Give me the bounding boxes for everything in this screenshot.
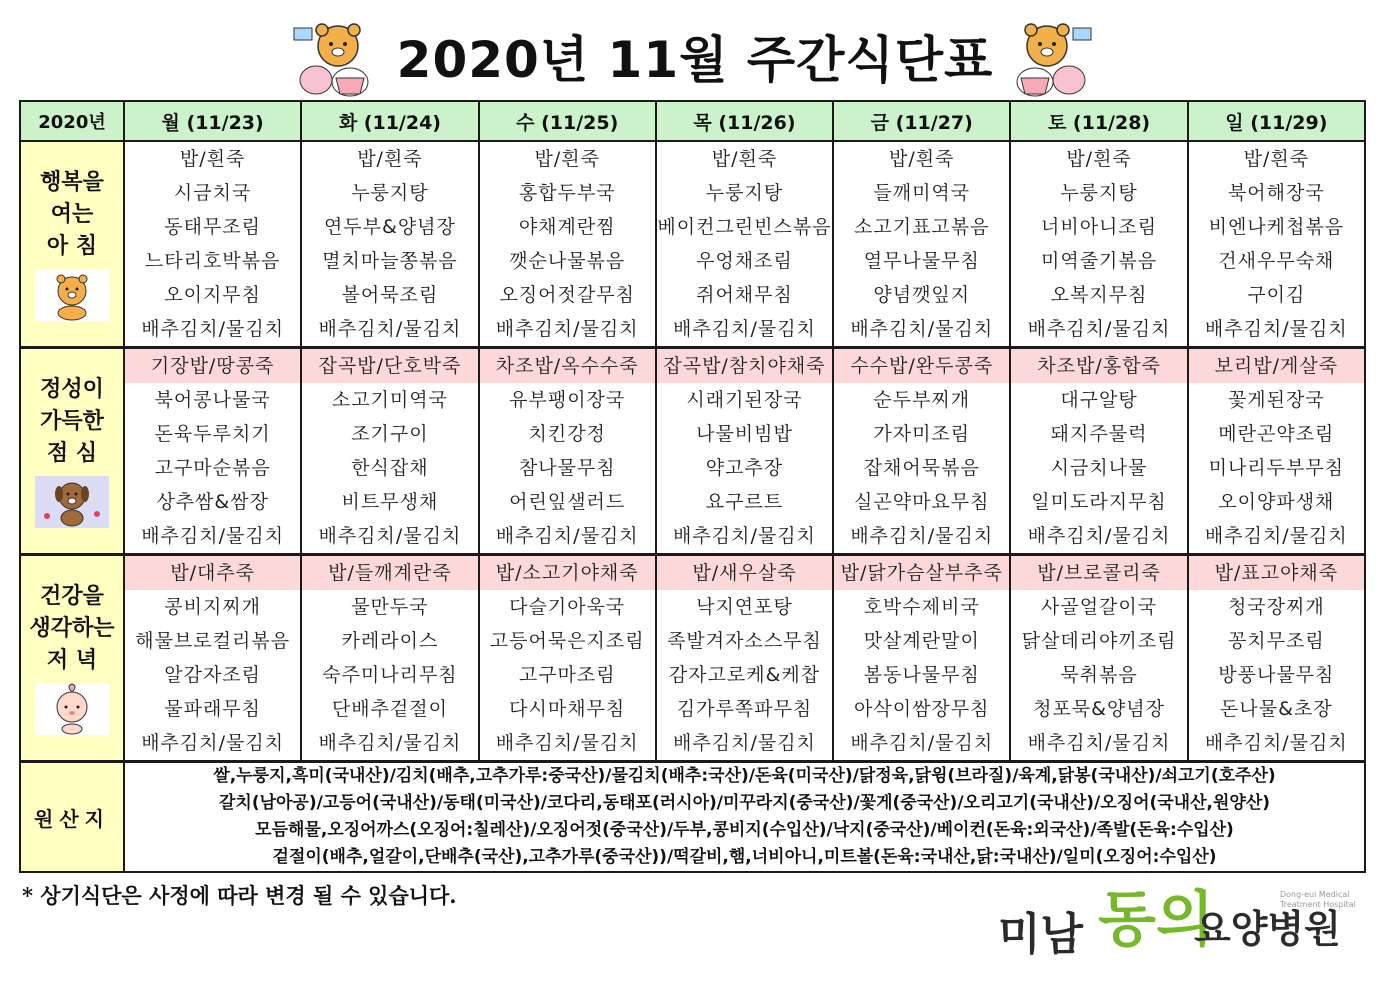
day-cell bbox=[1188, 555, 1365, 762]
menu-item: 돈나물&초장 bbox=[1220, 698, 1333, 720]
menu-item: 홍합두부국 bbox=[518, 182, 616, 204]
meal-label-line: 정성이 bbox=[40, 377, 104, 402]
day-cell bbox=[479, 141, 656, 348]
logo-english-line: Dong-eui Medical bbox=[1280, 890, 1350, 899]
menu-item: 아삭이쌈장무침 bbox=[854, 698, 990, 720]
menu-item: 건새우무숙채 bbox=[1218, 250, 1335, 272]
day-cell bbox=[1010, 141, 1187, 348]
bear-mascot-icon bbox=[286, 18, 382, 102]
origin-row bbox=[20, 762, 1365, 873]
menu-item: 야채계란찜 bbox=[518, 216, 616, 238]
meal-label-line: 아 침 bbox=[46, 234, 98, 259]
origin-line: 쌀,누룽지,흑미(국내산)/김치(배추,고추가루:중국산)/물김치(배추:국산)/돈육(미국산)/닭정육,닭윙(브라질)/육계,닭봉(국내산)/쇠고기(호주산) bbox=[213, 766, 1276, 786]
menu-item: 다슬기아욱국 bbox=[509, 596, 626, 618]
footnote: * 상기식단은 사정에 따라 변경 될 수 있습니다. bbox=[22, 883, 457, 908]
day-cell bbox=[124, 348, 301, 555]
menu-item: 북어콩나물국 bbox=[154, 389, 271, 411]
menu-item: 밥/흰죽 bbox=[711, 148, 778, 170]
menu-item: 밥/흰죽 bbox=[1243, 148, 1310, 170]
menu-item: 열무나물무침 bbox=[863, 250, 980, 272]
menu-item: 배추김치/물김치 bbox=[673, 318, 816, 340]
menu-item: 배추김치/물김치 bbox=[850, 318, 994, 340]
day-cell bbox=[1188, 141, 1365, 348]
menu-item: 밥/흰죽 bbox=[534, 148, 600, 170]
menu-item: 오이지무침 bbox=[164, 284, 262, 306]
menu-item: 배추김치/물김치 bbox=[495, 732, 639, 754]
menu-item: 베이컨그린빈스볶음 bbox=[657, 216, 832, 238]
menu-item: 오징어젓갈무침 bbox=[499, 284, 635, 306]
menu-item: 배추김치/물김치 bbox=[673, 732, 816, 754]
menu-item: 비트무생채 bbox=[341, 491, 439, 513]
meal-label-line: 저 녁 bbox=[46, 648, 98, 673]
menu-item: 배추김치/물김치 bbox=[495, 525, 639, 547]
menu-item: 너비아니조림 bbox=[1040, 216, 1158, 238]
menu-item: 감자고로케&케찹 bbox=[668, 664, 821, 686]
menu-item: 콩비지찌개 bbox=[164, 596, 262, 618]
origin-info bbox=[124, 762, 1365, 873]
menu-item-main: 잡곡밥/참치야채죽 bbox=[657, 349, 832, 383]
origin-line: 모듬해물,오징어까스(오징어:칠레산)/오징어젓(중국산)/두부,콩비지(수입산)/낙지(중국산)/베이컨(돈육:외국산)/족발(돈육:수입산) bbox=[255, 820, 1234, 840]
meal-label-line: 행복을 bbox=[40, 170, 104, 195]
menu-item: 배추김치/물김치 bbox=[850, 732, 994, 754]
menu-item: 청국장찌개 bbox=[1227, 596, 1325, 618]
meal-label-line: 건강을 bbox=[40, 584, 104, 609]
day-cell bbox=[301, 141, 478, 348]
day-cell bbox=[656, 141, 833, 348]
menu-item: 밥/흰죽 bbox=[1066, 148, 1132, 170]
origin-label: 원산지 bbox=[20, 762, 124, 873]
menu-item: 청포묵&양념장 bbox=[1033, 698, 1166, 720]
menu-item: 배추김치/물김치 bbox=[318, 732, 462, 754]
menu-item: 구이김 bbox=[1247, 284, 1306, 306]
menu-item: 돈육두루치기 bbox=[154, 423, 271, 445]
menu-item: 볼어묵조림 bbox=[341, 284, 439, 306]
menu-item: 소고기미역국 bbox=[331, 389, 448, 411]
menu-item: 요구르트 bbox=[705, 491, 784, 513]
menu-item: 미나리두부무침 bbox=[1208, 457, 1345, 479]
title-area bbox=[0, 14, 1394, 100]
day-header: 일 (11/29) bbox=[1188, 101, 1365, 141]
menu-item: 깻순나물볶음 bbox=[509, 250, 626, 272]
menu-item: 고구마조림 bbox=[518, 664, 616, 686]
menu-item-main: 밥/브로콜리죽 bbox=[1011, 556, 1186, 590]
menu-item-main: 밥/표고야채죽 bbox=[1189, 556, 1364, 590]
menu-item: 꽃게된장국 bbox=[1227, 389, 1325, 411]
menu-item: 묵취볶음 bbox=[1060, 664, 1138, 686]
day-header: 화 (11/24) bbox=[301, 101, 478, 141]
day-cell bbox=[124, 555, 301, 762]
menu-item: 조기구이 bbox=[351, 423, 429, 445]
menu-item: 닭살데리야끼조림 bbox=[1021, 630, 1177, 652]
menu-item: 배추김치/물김치 bbox=[141, 318, 285, 340]
menu-item: 배추김치/물김치 bbox=[1204, 318, 1348, 340]
day-header: 목 (11/26) bbox=[656, 101, 833, 141]
origin-line: 겉절이(배추,얼갈이,단배추(국산),고추가루(중국산))/떡갈비,햄,너비아니,미트볼(돈육:국내산,닭:국내산)/일미(오징어:수입산) bbox=[272, 847, 1217, 867]
menu-item-main: 밥/대추죽 bbox=[125, 556, 300, 590]
menu-item: 동태무조림 bbox=[164, 216, 262, 238]
menu-item: 가자미조림 bbox=[873, 423, 971, 445]
menu-item: 메란곤약조림 bbox=[1218, 423, 1335, 445]
meal-label bbox=[20, 348, 124, 555]
menu-item: 누룽지탕 bbox=[1060, 182, 1138, 204]
day-cell bbox=[833, 555, 1010, 762]
menu-item: 숙주미나리무침 bbox=[322, 664, 458, 686]
menu-item: 누룽지탕 bbox=[705, 182, 784, 204]
menu-item: 들깨미역국 bbox=[873, 182, 971, 204]
meal-label-line: 점 심 bbox=[46, 441, 98, 466]
menu-item: 꽁치무조림 bbox=[1227, 630, 1325, 652]
menu-item: 시금치나물 bbox=[1050, 457, 1148, 479]
menu-item: 나물비빔밥 bbox=[696, 423, 793, 445]
menu-item: 돼지주물럭 bbox=[1050, 423, 1148, 445]
day-cell bbox=[479, 348, 656, 555]
menu-item: 맛살계란말이 bbox=[863, 630, 980, 652]
dog-mascot-icon bbox=[35, 476, 109, 528]
menu-item: 연두부&양념장 bbox=[323, 216, 456, 238]
menu-item: 카레라이스 bbox=[341, 630, 439, 652]
menu-item: 물파래무침 bbox=[164, 698, 262, 720]
day-header: 월 (11/23) bbox=[124, 101, 301, 141]
menu-item-main: 보리밥/게살죽 bbox=[1189, 349, 1364, 383]
menu-item: 다시마채무침 bbox=[509, 698, 626, 720]
menu-item: 느타리호박볶음 bbox=[144, 250, 281, 272]
day-cell bbox=[1010, 348, 1187, 555]
menu-item: 배추김치/물김치 bbox=[1027, 525, 1171, 547]
meal-label-line: 가득한 bbox=[40, 409, 104, 434]
menu-item: 사골얼갈이국 bbox=[1040, 596, 1158, 618]
menu-item: 고구마순볶음 bbox=[154, 457, 271, 479]
menu-item: 배추김치/물김치 bbox=[850, 525, 994, 547]
menu-item: 배추김치/물김치 bbox=[1027, 318, 1171, 340]
day-cell bbox=[656, 555, 833, 762]
menu-item: 어린잎샐러드 bbox=[509, 491, 626, 513]
menu-item: 약고추장 bbox=[705, 457, 784, 479]
menu-item-main: 차조밥/홍합죽 bbox=[1011, 349, 1186, 383]
menu-item: 단배추겉절이 bbox=[331, 698, 448, 720]
day-cell bbox=[656, 348, 833, 555]
menu-item: 대구알탕 bbox=[1060, 389, 1138, 411]
menu-item: 우엉채조림 bbox=[696, 250, 793, 272]
menu-item-main: 기장밥/땅콩죽 bbox=[125, 349, 300, 383]
menu-item: 배추김치/물김치 bbox=[1204, 525, 1348, 547]
menu-item-main: 수수밥/완두콩죽 bbox=[834, 349, 1009, 383]
menu-item: 비엔나케첩볶음 bbox=[1208, 216, 1345, 238]
day-header: 수 (11/25) bbox=[479, 101, 656, 141]
menu-item: 밥/흰죽 bbox=[889, 148, 955, 170]
day-cell bbox=[1010, 555, 1187, 762]
menu-item: 고등어묵은지조림 bbox=[489, 630, 645, 652]
page-title: 2020년 11월 주간식단표 bbox=[396, 31, 994, 89]
meal-row-dinner bbox=[20, 555, 1365, 762]
peach-mascot-icon bbox=[35, 683, 109, 735]
menu-item: 소고기표고볶음 bbox=[854, 216, 990, 238]
menu-item-main: 잡곡밥/단호박죽 bbox=[302, 349, 477, 383]
meal-label bbox=[20, 141, 124, 348]
day-cell bbox=[833, 348, 1010, 555]
menu-item-main: 밥/새우살죽 bbox=[657, 556, 832, 590]
meal-label bbox=[20, 555, 124, 762]
menu-item: 치킨강정 bbox=[528, 423, 606, 445]
menu-item: 북어해장국 bbox=[1227, 182, 1325, 204]
menu-item: 방풍나물무침 bbox=[1218, 664, 1335, 686]
day-header: 금 (11/27) bbox=[833, 101, 1010, 141]
menu-item-main: 밥/닭가슴살부추죽 bbox=[834, 556, 1009, 590]
menu-item: 순두부찌개 bbox=[873, 389, 971, 411]
menu-item: 배추김치/물김치 bbox=[1204, 732, 1348, 754]
header-row bbox=[20, 101, 1365, 141]
menu-item-main: 밥/들깨계란죽 bbox=[302, 556, 477, 590]
menu-item: 오복지무침 bbox=[1050, 284, 1148, 306]
menu-item: 호박수제비국 bbox=[863, 596, 980, 618]
menu-item-main: 밥/소고기야채죽 bbox=[480, 556, 655, 590]
menu-item: 시금치국 bbox=[173, 182, 252, 204]
menu-item: 쥐어채무침 bbox=[696, 284, 793, 306]
menu-item: 양념깻잎지 bbox=[873, 284, 971, 306]
menu-item-main: 차조밥/옥수수죽 bbox=[480, 349, 655, 383]
menu-item: 알감자조림 bbox=[164, 664, 262, 686]
day-header: 토 (11/28) bbox=[1010, 101, 1187, 141]
menu-item: 배추김치/물김치 bbox=[318, 525, 462, 547]
logo-english bbox=[1280, 890, 1356, 910]
menu-item: 배추김치/물김치 bbox=[673, 525, 816, 547]
meal-row-breakfast bbox=[20, 141, 1365, 348]
menu-item: 일미도라지무침 bbox=[1031, 491, 1167, 513]
menu-item: 족발겨자소스무침 bbox=[667, 630, 822, 652]
menu-item: 미역줄기볶음 bbox=[1040, 250, 1158, 272]
menu-item: 김가루쪽파무침 bbox=[676, 698, 813, 720]
bear-mascot-icon bbox=[1003, 18, 1099, 102]
day-cell bbox=[1188, 348, 1365, 555]
menu-item: 상추쌈&쌈장 bbox=[156, 491, 269, 513]
menu-item: 실곤약마요무침 bbox=[854, 491, 990, 513]
meal-label-line: 생각하는 bbox=[29, 616, 115, 641]
menu-item: 시래기된장국 bbox=[686, 389, 803, 411]
menu-item: 해물브로컬리볶음 bbox=[135, 630, 291, 652]
bear-mascot-icon bbox=[35, 269, 109, 321]
menu-item: 배추김치/물김치 bbox=[141, 525, 285, 547]
menu-item: 낙지연포탕 bbox=[696, 596, 793, 618]
menu-item: 멸치마늘쫑볶음 bbox=[322, 250, 458, 272]
menu-item: 잡채어묵볶음 bbox=[863, 457, 980, 479]
menu-item: 누룽지탕 bbox=[351, 182, 429, 204]
menu-item: 봄동나물무침 bbox=[863, 664, 980, 686]
day-cell bbox=[301, 555, 478, 762]
day-cell bbox=[124, 141, 301, 348]
menu-item: 오이양파생채 bbox=[1218, 491, 1335, 513]
menu-item: 배추김치/물김치 bbox=[495, 318, 639, 340]
day-cell bbox=[833, 141, 1010, 348]
year-header: 2020년 bbox=[20, 101, 124, 141]
weekly-menu-table bbox=[19, 100, 1366, 873]
menu-item: 밥/흰죽 bbox=[179, 148, 246, 170]
day-cell bbox=[301, 348, 478, 555]
meal-label-line: 여는 bbox=[50, 202, 94, 227]
menu-item: 배추김치/물김치 bbox=[141, 732, 285, 754]
meal-row-lunch bbox=[20, 348, 1365, 555]
logo-text: 미남 bbox=[998, 909, 1084, 960]
origin-line: 갈치(남아공)/고등어(국내산)/동태(미국산)/코다리,동태포(러시아)/미꾸라지(중국산)/꽃게(중국산)/오리고기(국내산)/오징어(국내산,원양산) bbox=[218, 793, 1271, 813]
menu-item: 배추김치/물김치 bbox=[318, 318, 462, 340]
day-cell bbox=[479, 555, 656, 762]
logo-text: 동의 bbox=[1098, 885, 1214, 955]
menu-item: 한식잡채 bbox=[351, 457, 429, 479]
menu-item: 물만두국 bbox=[351, 596, 429, 618]
logo-text: 요양병원 bbox=[1194, 906, 1341, 951]
menu-item: 유부팽이장국 bbox=[509, 389, 626, 411]
menu-item: 참나물무침 bbox=[518, 457, 616, 479]
menu-item: 배추김치/물김치 bbox=[1027, 732, 1171, 754]
hospital-logo bbox=[998, 868, 1368, 978]
logo-english-line: Treatment Hospital bbox=[1280, 900, 1356, 909]
menu-item: 밥/흰죽 bbox=[357, 148, 423, 170]
